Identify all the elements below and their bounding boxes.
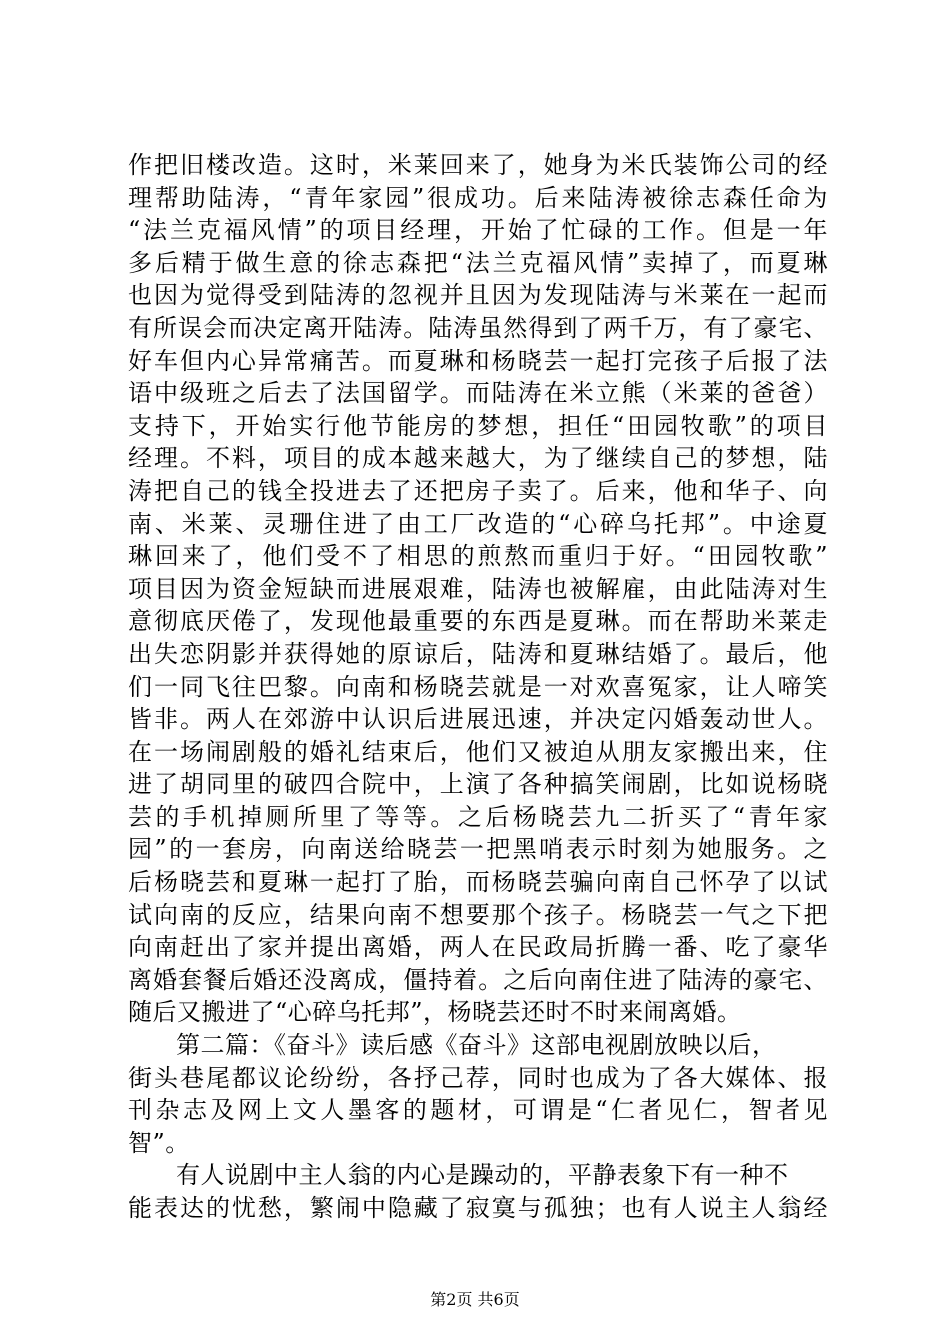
text-line: 试向南的反应，结果向南不想要那个孩子。杨晓芸一气之下把 [128, 900, 828, 929]
text-line: 进了胡同里的破四合院中，上演了各种搞笑闹剧，比如说杨晓 [128, 770, 828, 799]
text-line: 支持下，开始实行他节能房的梦想，担任“田园牧歌”的项目 [128, 411, 828, 440]
text-line: 向南赶出了家并提出离婚，两人在民政局折腾一番、吃了豪华 [128, 933, 828, 962]
page-number-footer: 第2页 共6页 [430, 1290, 520, 1309]
paragraph-start-line: 有人说剧中主人翁的内心是躁动的，平静表象下有一种不 [176, 1161, 789, 1190]
body-text [128, 149, 828, 1225]
text-line: 项目因为资金短缺而进展艰难，陆涛也被解雇，由此陆涛对生 [128, 574, 828, 603]
text-line: 能表达的忧愁，繁闹中隐藏了寂寞与孤独；也有人说主人翁经 [128, 1194, 828, 1222]
text-line: 街头巷尾都议论纷纷，各抒己荐，同时也成为了各大媒体、报 [128, 1063, 828, 1092]
text-line: 有所误会而决定离开陆涛。陆涛虽然得到了两千万，有了豪宅、 [128, 313, 828, 342]
text-line: 刊杂志及网上文人墨客的题材，可谓是“仁者见仁，智者见 [128, 1096, 828, 1125]
text-line: 也因为觉得受到陆涛的忽视并且因为发现陆涛与米莱在一起而 [128, 281, 828, 310]
text-line: 后杨晓芸和夏琳一起打了胎，而杨晓芸骗向南自己怀孕了以试 [128, 868, 828, 897]
text-line: 琳回来了，他们受不了相思的煎熬而重归于好。“田园牧歌” [128, 542, 828, 571]
text-line: 理帮助陆涛，“青年家园”很成功。后来陆涛被徐志森任命为 [128, 183, 828, 212]
text-line: 好车但内心异常痛苦。而夏琳和杨晓芸一起打完孩子后报了法 [128, 346, 828, 375]
text-line: 意彻底厌倦了，发现他最重要的东西是夏琳。而在帮助米莱走 [128, 607, 828, 636]
text-line: 芸的手机掉厕所里了等等。之后杨晓芸九二折买了“青年家 [128, 802, 828, 831]
section-heading-line: 第二篇：《奋斗》读后感《奋斗》这部电视剧放映以后， [176, 1031, 777, 1060]
text-line: 涛把自己的钱全投进去了还把房子卖了。后来，他和华子、向 [128, 476, 828, 505]
text-line: 多后精于做生意的徐志森把“法兰克福风情”卖掉了，而夏琳 [128, 248, 828, 277]
text-line: 经理。不料，项目的成本越来越大，为了继续自己的梦想，陆 [128, 444, 828, 473]
text-line: “法兰克福风情”的项目经理，开始了忙碌的工作。但是一年 [128, 216, 828, 245]
text-line: 园”的一套房，向南送给晓芸一把黑哨表示时刻为她服务。之 [128, 835, 828, 864]
text-line: 们一同飞往巴黎。向南和杨晓芸就是一对欢喜冤家，让人啼笑 [128, 672, 828, 701]
text-line: 随后又搬进了“心碎乌托邦”，杨晓芸还时不时来闹离婚。 [128, 998, 742, 1027]
text-line: 语中级班之后去了法国留学。而陆涛在米立熊（米莱的爸爸） [128, 379, 828, 408]
text-line: 皆非。两人在郊游中认识后进展迅速，并决定闪婚轰动世人。 [128, 705, 828, 734]
text-line: 离婚套餐后婚还没离成，僵持着。之后向南住进了陆涛的豪宅、 [128, 965, 828, 994]
text-line: 南、米莱、灵珊住进了由工厂改造的“心碎乌托邦”。中途夏 [128, 509, 828, 538]
text-line: 作把旧楼改造。这时，米莱回来了，她身为米氏装饰公司的经 [128, 151, 828, 179]
text-line: 在一场闹剧般的婚礼结束后，他们又被迫从朋友家搬出来，住 [128, 737, 828, 766]
text-line: 出失恋阴影并获得她的原谅后，陆涛和夏琳结婚了。最后，他 [128, 639, 828, 668]
text-line: 智”。 [128, 1128, 190, 1157]
